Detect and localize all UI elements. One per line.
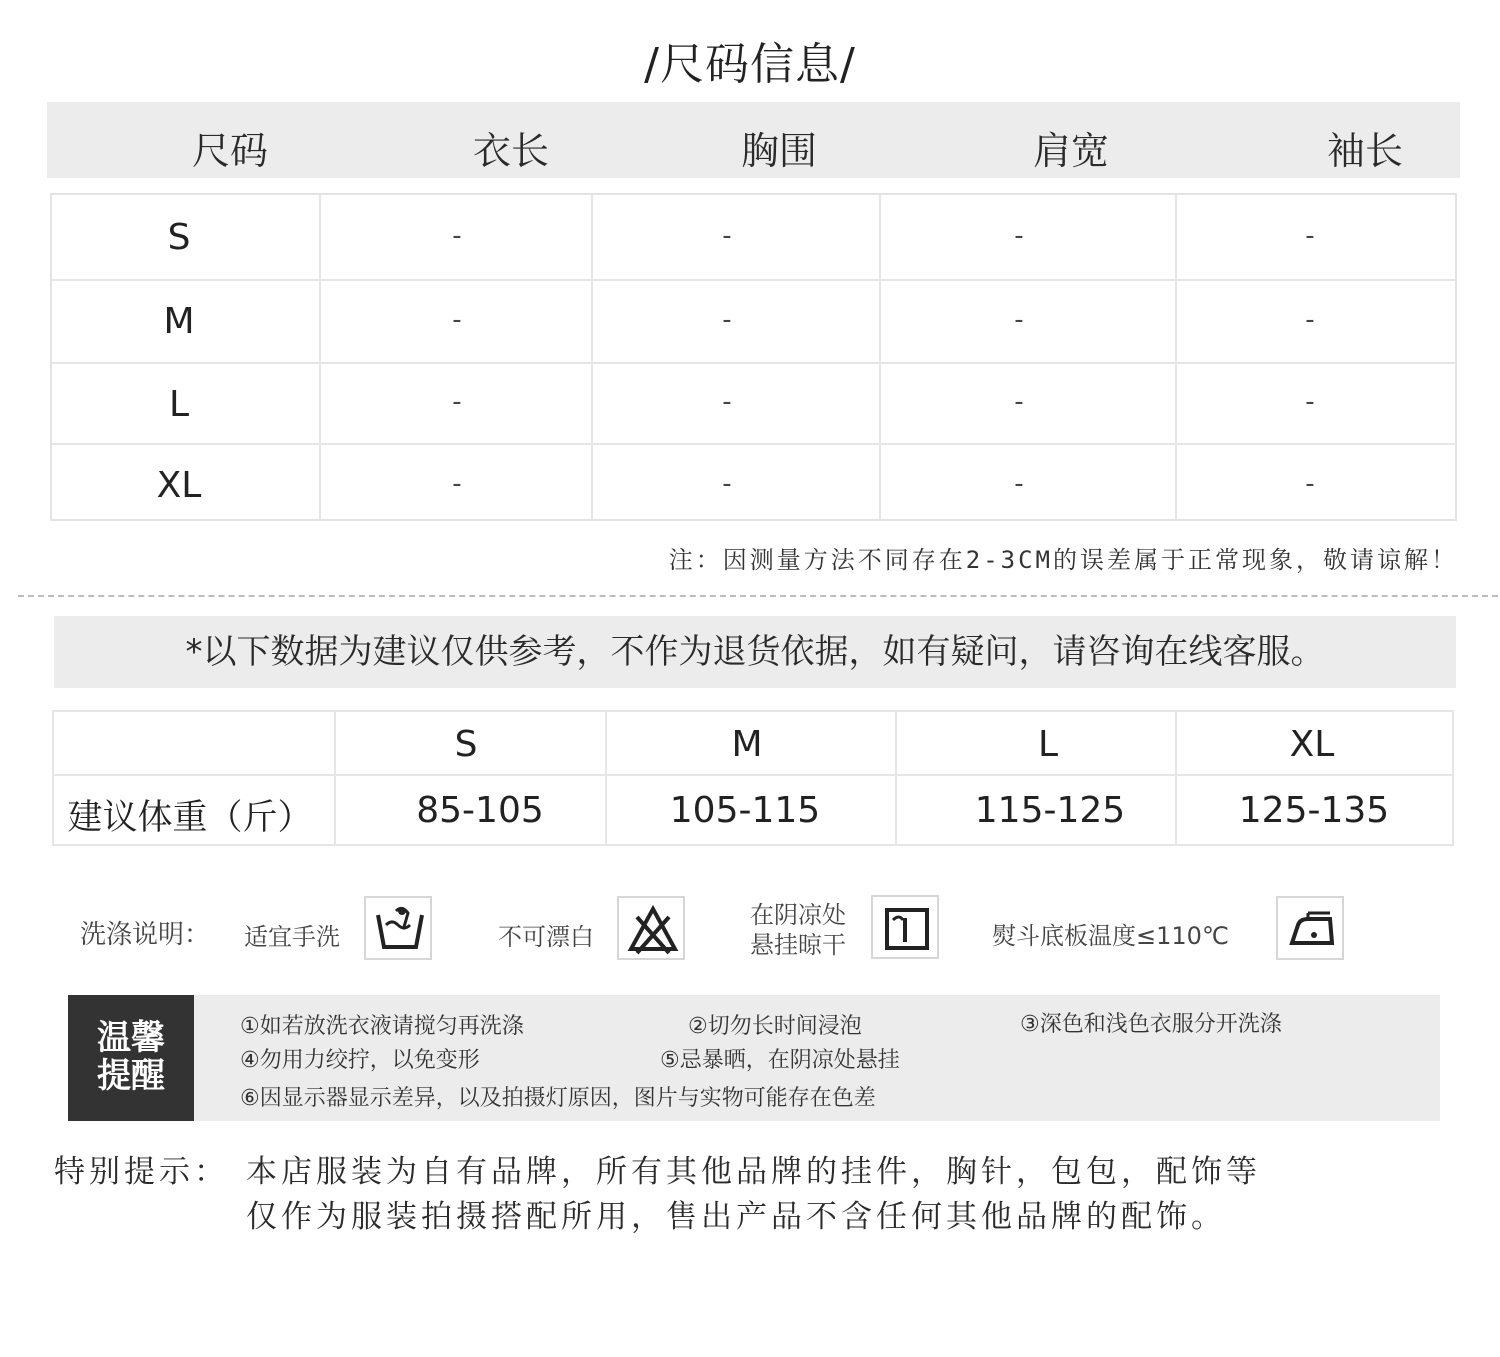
- grid-divider: [54, 774, 1452, 776]
- grid-divider: [591, 195, 593, 519]
- table-cell: -: [1305, 387, 1315, 417]
- table-cell: -: [1014, 305, 1024, 335]
- table-cell: -: [452, 387, 462, 417]
- wash-instructions-label: 洗涤说明：: [80, 920, 211, 950]
- header-sleeve: 袖长: [1326, 129, 1403, 173]
- tips-badge-line: 提醒: [97, 1056, 165, 1096]
- grid-divider: [52, 443, 1455, 445]
- wash-item-text: 熨斗底板温度≤110℃: [992, 922, 1229, 950]
- special-notice-label: 特别提示：: [54, 1154, 229, 1190]
- weight-column-header: L: [1037, 724, 1059, 765]
- dotted-divider: [18, 595, 1498, 597]
- tip-item: ①如若放洗衣液请搅匀再洗涤: [240, 1014, 524, 1039]
- measurement-note: 注：因测量方法不同存在2-3CM的误差属于正常现象，敬请谅解！: [668, 546, 1458, 574]
- grid-divider: [52, 362, 1455, 364]
- hand-wash-icon: [364, 896, 432, 960]
- special-notice-line: 本店服装为自有品牌，所有其他品牌的挂件，胸针，包包，配饰等: [246, 1154, 1261, 1190]
- size-label: L: [168, 384, 190, 425]
- grid-divider: [895, 712, 897, 844]
- table-cell: -: [452, 221, 462, 251]
- header-chest: 胸围: [740, 129, 817, 173]
- grid-divider: [319, 195, 321, 519]
- size-label: XL: [156, 465, 202, 506]
- table-cell: -: [1014, 221, 1024, 251]
- weight-column-header: M: [731, 724, 763, 765]
- size-label: M: [163, 301, 195, 342]
- wash-item-text: 不可漂白: [498, 923, 594, 951]
- header-length: 衣长: [472, 129, 549, 173]
- no-bleach-icon: [617, 896, 685, 960]
- table-cell: -: [722, 305, 732, 335]
- iron-icon: [1276, 896, 1344, 960]
- weight-value: 105-115: [669, 790, 821, 831]
- special-notice-line: 仅作为服装拍摄搭配所用，售出产品不含任何其他品牌的配饰。: [246, 1199, 1226, 1235]
- header-size: 尺码: [191, 129, 268, 173]
- page-title: /尺码信息/: [644, 39, 856, 90]
- size-label: S: [167, 217, 191, 258]
- tip-item: ⑤忌暴晒，在阴凉处悬挂: [660, 1048, 900, 1073]
- size-table-header: [47, 102, 1460, 178]
- wash-item-line: 在阴凉处: [750, 901, 846, 929]
- table-cell: -: [1305, 469, 1315, 499]
- tip-item: ③深色和浅色衣服分开洗涤: [1020, 1012, 1282, 1037]
- table-cell: -: [722, 469, 732, 499]
- grid-divider: [52, 279, 1455, 281]
- table-cell: -: [722, 221, 732, 251]
- wash-item-text: 适宜手洗: [244, 923, 340, 951]
- tip-item: ②切勿长时间浸泡: [688, 1014, 862, 1039]
- hang-dry-icon: [871, 895, 939, 959]
- weight-value: 85-105: [416, 790, 544, 831]
- tips-badge: [68, 995, 194, 1121]
- table-cell: -: [722, 387, 732, 417]
- weight-column-header: S: [454, 724, 478, 765]
- wash-item-text: [750, 900, 846, 960]
- table-cell: -: [1305, 221, 1315, 251]
- weight-row-label: 建议体重（斤）: [67, 798, 313, 838]
- tips-badge-line: 温馨: [97, 1018, 165, 1058]
- grid-divider: [879, 195, 881, 519]
- table-cell: -: [1014, 387, 1024, 417]
- size-table: [50, 193, 1457, 521]
- table-cell: -: [452, 469, 462, 499]
- weight-value: 125-135: [1238, 790, 1390, 831]
- grid-divider: [1175, 195, 1177, 519]
- table-cell: -: [1305, 305, 1315, 335]
- weight-table: [52, 710, 1454, 846]
- header-shoulder: 肩宽: [1032, 129, 1109, 173]
- disclaimer-banner: *以下数据为建议仅供参考，不作为退货依据，如有疑问，请咨询在线客服。: [54, 616, 1456, 688]
- tips-panel: [68, 995, 1440, 1121]
- tip-item: ④勿用力绞拧，以免变形: [240, 1048, 480, 1073]
- table-cell: -: [452, 305, 462, 335]
- table-cell: -: [1014, 469, 1024, 499]
- wash-item-line: 悬挂晾干: [750, 931, 846, 959]
- weight-column-header: XL: [1289, 724, 1335, 765]
- tip-item: ⑥因显示器显示差异，以及拍摄灯原因，图片与实物可能存在色差: [240, 1086, 876, 1111]
- weight-value: 115-125: [974, 790, 1126, 831]
